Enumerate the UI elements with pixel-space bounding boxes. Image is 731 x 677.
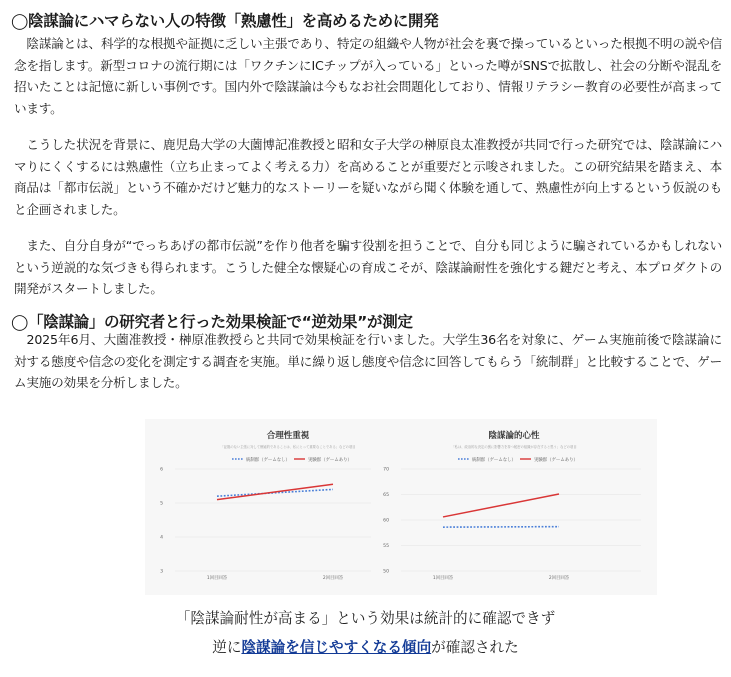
conclusion-prefix: 逆に xyxy=(212,639,242,656)
x-tick-label: 2回目回答 xyxy=(322,576,344,581)
section1-paragraph-3: また、自分自身が“でっちあげの都市伝説”を作り他者を騙す役割を担うことで、自分も同じように騙されているかもしれないという逆説的な気づきも得られます。こうした健全な懐疑心の育成こそが、陰謀論耐性を強化する鍵だと考え、本プロダクトの開発がスタートしました。 xyxy=(14,238,722,297)
legend-label: 統制群（ゲームなし） xyxy=(472,458,516,463)
legend-label: 実験群（ゲームあり） xyxy=(534,458,578,463)
series-line-experimental xyxy=(443,494,559,517)
x-tick-label: 1回目回答 xyxy=(206,576,228,581)
chart-subtitle: 「私は、政治的な決定の裏に影響力を持つ秘密の組織が存在すると思う」などの項目 xyxy=(451,445,577,449)
y-tick-label: 4 xyxy=(160,535,163,541)
legend-label: 統制群（ゲームなし） xyxy=(246,458,290,463)
y-tick-label: 50 xyxy=(383,569,389,575)
conclusion-line-1: 「陰謀論耐性が高まる」という効果は統計的に確認できず xyxy=(175,610,556,627)
y-tick-label: 60 xyxy=(383,518,389,524)
conclusion-line-2 xyxy=(0,636,731,657)
y-tick-label: 65 xyxy=(383,493,389,499)
series-line-control xyxy=(217,489,333,496)
chart-svg xyxy=(371,419,657,595)
conclusion-suffix: が確認された xyxy=(431,639,519,656)
y-tick-label: 70 xyxy=(383,467,389,473)
chart-title: 陰謀論的心性 xyxy=(488,431,540,441)
y-tick-label: 3 xyxy=(160,569,163,575)
section1-title: ◯陰謀論にハマらない人の特徴「熟慮性」を高めるために開発 xyxy=(11,12,439,30)
y-tick-label: 55 xyxy=(383,544,389,550)
y-tick-label: 6 xyxy=(160,467,163,473)
chart-subtitle: 「証拠のない主張に対して懐疑的であることは、私にとって重要なことである」などの項目 xyxy=(220,445,356,449)
y-tick-label: 5 xyxy=(160,501,163,507)
section1-paragraph-2: こうした状況を背景に、鹿児島大学の大薗博記准教授と昭和女子大学の榊原良太准教授が共同で行った研究では、陰謀論にハマりにくくするには熟慮性（立ち止まってよく考える力）を高めることが重要だと示唆されました。この研究結果を踏まえ、本商品は「都市伝説」という不確かだけど魅力的なストーリーを疑いながら聞く体験を通して、熟慮性が向上するという仮説のもと企画されました。 xyxy=(14,137,722,217)
legend-label: 実験群（ゲームあり） xyxy=(308,458,352,463)
conclusion-highlight: 陰謀論を信じやすくなる傾向 xyxy=(241,639,432,656)
section2-paragraph: 2025年6月、大薗准教授・榊原准教授らと共同で効果検証を行いました。大学生36名を対象に、ゲーム実施前後で陰謀論に対する態度や信念の変化を測定する調査を実施。単に繰り返し態度や信念に回答してもらう「統制群」と比較することで、ゲーム実施の効果を分析しました。 xyxy=(14,332,722,391)
chart-title: 合理性重視 xyxy=(266,431,310,441)
x-tick-label: 1回目回答 xyxy=(432,576,454,581)
section1-paragraph-1: 陰謀論とは、科学的な根拠や証拠に乏しい主張であり、特定の組織や人物が社会を裏で操っているといった根拠不明の説や信念を指します。新型コロナの流行期には「ワクチンにICチップが入っている」といった噂がSNSで拡散し、社会の分断や混乱を招いたことは記憶に新しい事例です。国内外で陰謀論は今もなお社会問題化しており、情報リテラシー教育の必要性が高まっています。 xyxy=(14,36,722,116)
series-line-control xyxy=(443,527,559,528)
x-tick-label: 2回目回答 xyxy=(548,576,570,581)
section2-title: ◯「陰謀論」の研究者と行った効果検証で“逆効果”が測定 xyxy=(11,313,413,331)
chart-conspiracy-mentality xyxy=(371,419,657,595)
series-line-experimental xyxy=(217,484,333,499)
